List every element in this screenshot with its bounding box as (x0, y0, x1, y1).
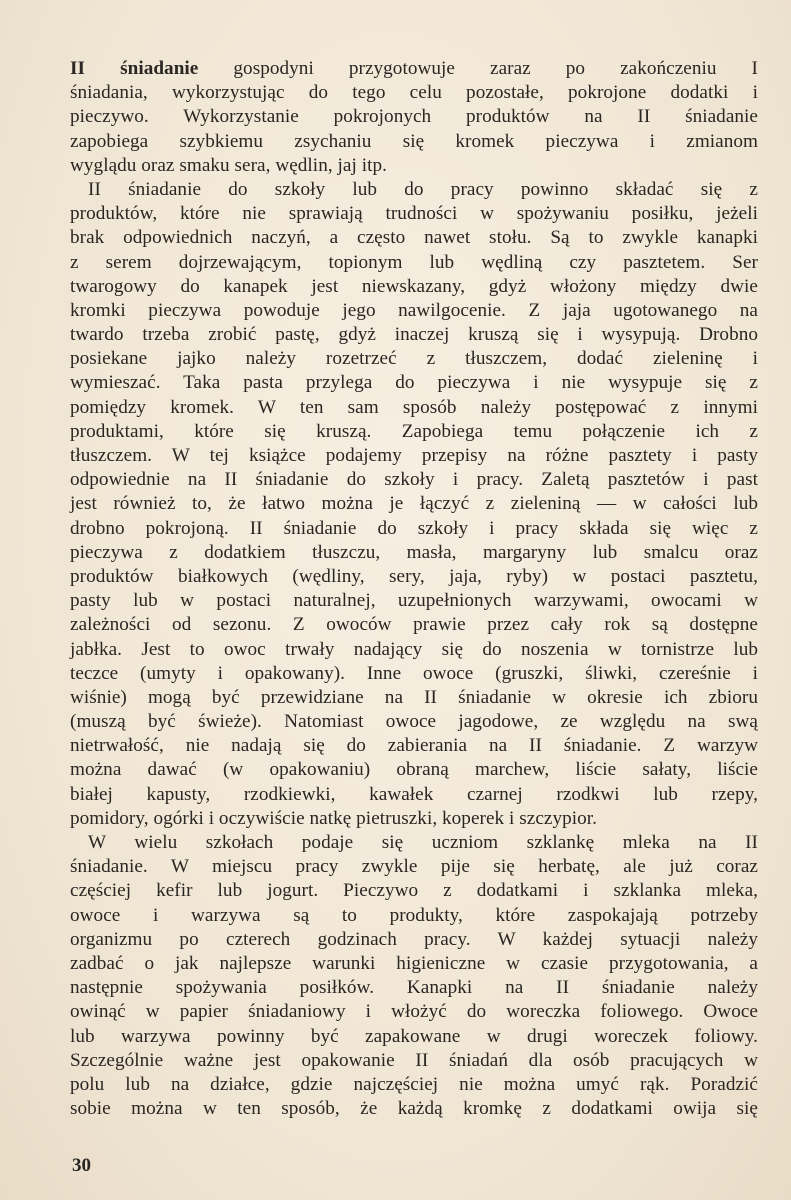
text-line: białej kapusty, rzodkiewki, kawałek czarnej rzodkwi lub rzepy, (70, 783, 758, 805)
text-line: twarogowy do kanapek jest niewskazany, gdyż włożony między dwie (70, 275, 758, 297)
text-line: pomidory, ogórki i oczywiście natkę pietruszki, koperek i szczypior. (70, 807, 597, 829)
text-line: jest również to, że łatwo można je łączyć z zieleniną — w całości lub (70, 493, 758, 515)
text-line: pieczywa z dodatkiem tłuszczu, masła, margaryny lub smalcu oraz (70, 541, 758, 563)
text-line: Szczególnie ważne jest opakowanie II śniadań dla osób pracujących w (70, 1049, 758, 1071)
text-line: jabłka. Jest to owoc trwały nadający się do noszenia w tornistrze lub (70, 638, 758, 660)
text-line: produktów, które nie sprawiają trudności w spożywaniu posiłku, jeżeli (70, 203, 758, 225)
text-line: posiekane jajko należy rozetrzeć z tłuszczem, dodać zieleninę i (70, 348, 758, 370)
text-line: polu lub na działce, gdzie najczęściej nie można umyć rąk. Poradzić (70, 1073, 758, 1095)
page-number: 30 (72, 1155, 91, 1176)
text-line: organizmu po czterech godzinach pracy. W każdej sytuacji należy (70, 928, 758, 950)
text-line: tłuszczem. W tej książce podajemy przepisy na różne pasztety i pasty (70, 445, 758, 466)
text-line: brak odpowiednich naczyń, a często nawet stołu. Są to zwykle kanapki (70, 227, 758, 249)
text-line (70, 57, 758, 81)
text-line: zależności od sezonu. Z owoców prawie przez cały rok są dostępne (70, 614, 758, 636)
text-line: pasty lub w postaci naturalnej, uzupełnionych warzywami, owocami w (70, 590, 758, 612)
text-line: następnie spożywania posiłków. Kanapki na II śniadanie należy (70, 977, 758, 999)
text-line: wiśnie) mogą być przewidziane na II śniadanie w okresie ich zbioru (70, 686, 758, 708)
text-line: śniadania, wykorzystując do tego celu pozostałe, pokrojone dodatki i (70, 82, 758, 104)
text-line: wymieszać. Taka pasta przylega do pieczywa i nie wysypuje się z (70, 372, 758, 394)
text-line: można dawać (w opakowaniu) obraną marchew, liście sałaty, liście (70, 759, 758, 781)
text-line: wyglądu oraz smaku sera, wędlin, jaj itp. (70, 154, 387, 176)
text-line: z serem dojrzewającym, topionym lub wędliną czy pasztetem. Ser (70, 251, 758, 273)
text-line: odpowiednie na II śniadanie do szkoły i pracy. Zaletą pasztetów i past (70, 469, 758, 491)
line-rest: gospodyni przygotowuje zaraz po zakończeniu I (198, 58, 758, 79)
text-line: pomiędzy kromek. W ten sam sposób należy postępować z innymi (70, 396, 758, 418)
text-line: kromki pieczywa powoduje jego nawilgocenie. Z jaja ugotowanego na (70, 299, 758, 321)
text-line: owoce i warzywa są to produkty, które zaspokajają potrzeby (70, 904, 758, 926)
text-line: zadbać o jak najlepsze warunki higieniczne w czasie przygotowania, a (70, 952, 758, 974)
text-line: śniadanie. W miejscu pracy zwykle pije się herbatę, ale już coraz (70, 856, 758, 878)
text-line: pieczywo. Wykorzystanie pokrojonych produktów na II śniadanie (70, 106, 758, 128)
text-line: drobno pokrojoną. II śniadanie do szkoły i pracy składa się więc z (70, 517, 758, 539)
text-line: twardo trzeba zrobić pastę, gdyż inaczej kruszą się i wysypują. Drobno (70, 324, 758, 346)
text-line: teczce (umyty i opakowany). Inne owoce (gruszki, śliwki, czereśnie i (70, 662, 758, 684)
text-line: zapobiega szybkiemu zsychaniu się kromek pieczywa i zmianom (70, 130, 758, 152)
body-text (70, 57, 758, 1121)
text-line: częściej kefir lub jogurt. Pieczywo z dodatkami i szklanka mleka, (70, 880, 758, 902)
text-line: owinąć w papier śniadaniowy i włożyć do woreczka foliowego. Owoce (70, 1001, 758, 1023)
bold-lead: II śniadanie (70, 58, 199, 79)
text-line: II śniadanie do szkoły lub do pracy powinno składać się z (88, 178, 758, 200)
text-line: W wielu szkołach podaje się uczniom szklankę mleka na II (88, 832, 758, 853)
text-line: produktów białkowych (wędliny, sery, jaja, ryby) w postaci pasztetu, (70, 565, 758, 587)
text-line: lub warzywa powinny być zapakowane w drugi woreczek foliowy. (70, 1025, 758, 1047)
text-line: (muszą być świeże). Natomiast owoce jagodowe, ze względu na swą (70, 711, 758, 733)
text-line: nietrwałość, nie nadają się do zabierania na II śniadanie. Z warzyw (70, 735, 758, 757)
text-line: sobie można w ten sposób, że każdą kromkę z dodatkami owija się (70, 1098, 758, 1120)
text-line: produktami, które się kruszą. Zapobiega temu połączenie ich z (70, 420, 758, 442)
